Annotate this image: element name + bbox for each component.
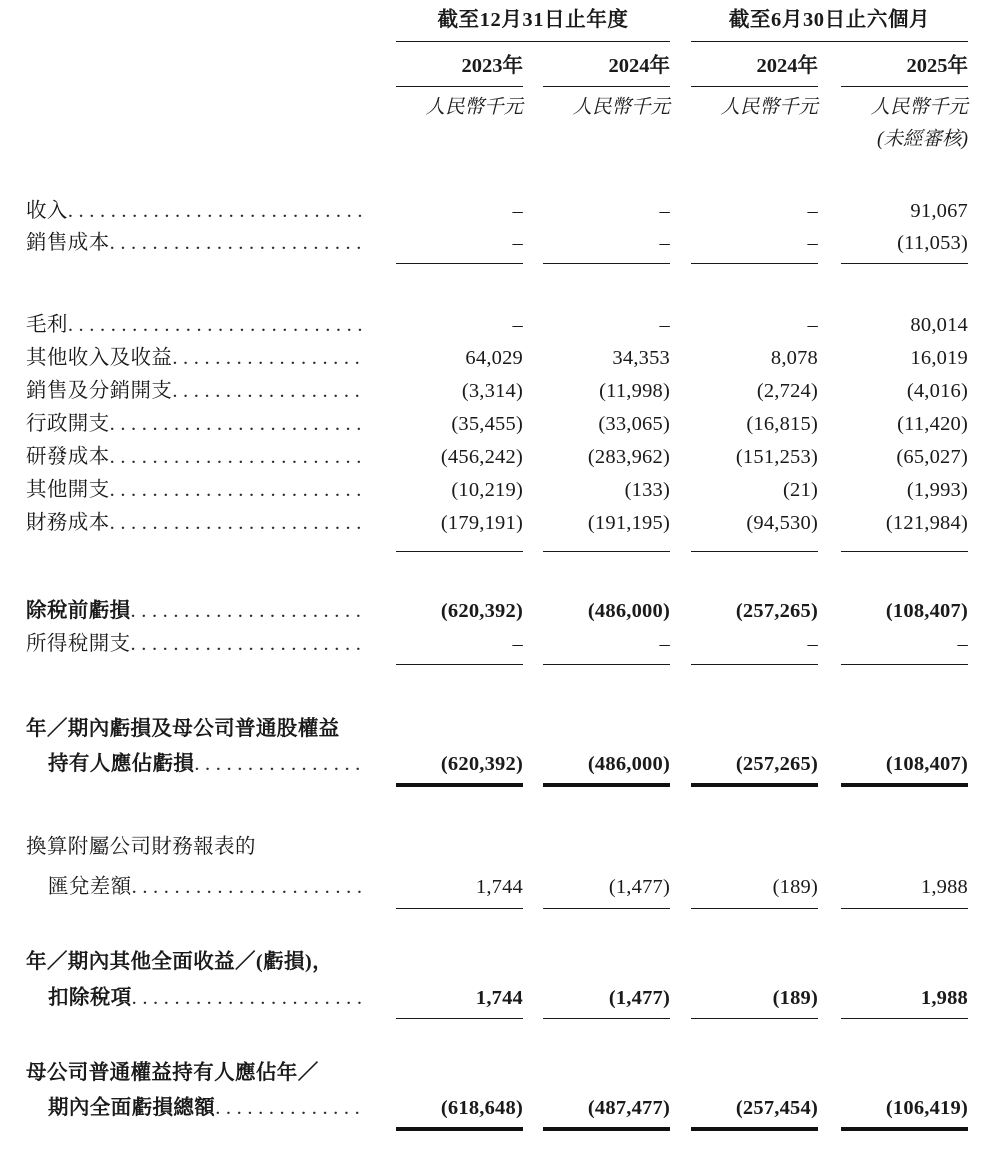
row-value: (121,984) bbox=[885, 512, 968, 534]
row-label-line-1: 年／期內其他全面收益／(虧損)， bbox=[26, 951, 334, 973]
header-rule-col-3 bbox=[841, 86, 968, 87]
row-label-line-2: 持有人應佔虧損................ bbox=[48, 749, 394, 779]
header-unit-col-1: 人民幣千元 bbox=[572, 97, 670, 118]
header-unit-col-0: 人民幣千元 bbox=[425, 97, 523, 118]
row-value: (257,265) bbox=[735, 753, 818, 775]
row-label: 毛利............................ bbox=[26, 310, 372, 340]
header-rule-interim bbox=[691, 41, 968, 42]
dot-leader: ........................ bbox=[109, 446, 368, 468]
row-value: – bbox=[512, 633, 523, 655]
row-label-line-2: 匯兌差額...................... bbox=[48, 872, 394, 902]
dot-leader: ...................... bbox=[130, 600, 367, 622]
row-value: 64,029 bbox=[465, 347, 523, 369]
row-label-line-1: 母公司普通權益持有人應佔年／ bbox=[26, 1062, 319, 1084]
row-value: 34,353 bbox=[612, 347, 670, 369]
dot-leader: ........................ bbox=[109, 413, 368, 435]
row-label-line-1: 年／期內虧損及母公司普通股權益 bbox=[26, 718, 340, 740]
row-value: – bbox=[512, 232, 523, 254]
row-value: 80,014 bbox=[910, 314, 968, 336]
subtotal-rule bbox=[841, 1018, 968, 1019]
subtotal-rule bbox=[543, 664, 670, 665]
row-value: (16,815) bbox=[746, 413, 818, 435]
row-value: 1,744 bbox=[475, 876, 523, 898]
row-value: – bbox=[512, 200, 523, 222]
grand-total-rule bbox=[841, 783, 968, 787]
row-value: (11,420) bbox=[897, 413, 968, 435]
dot-leader: .................. bbox=[172, 347, 366, 369]
row-value: (620,392) bbox=[440, 753, 523, 775]
row-value: (179,191) bbox=[440, 512, 523, 534]
row-value: – bbox=[807, 200, 818, 222]
row-value: 1,988 bbox=[920, 987, 968, 1009]
subtotal-rule bbox=[691, 664, 818, 665]
row-label-line-2: 扣除稅項...................... bbox=[48, 983, 394, 1013]
dot-leader: ...................... bbox=[130, 633, 367, 655]
row-label-line-2: 期內全面虧損總額.............. bbox=[48, 1093, 394, 1123]
row-value: (2,724) bbox=[756, 380, 818, 402]
row-value: (486,000) bbox=[587, 600, 670, 622]
row-value: – bbox=[807, 314, 818, 336]
row-value: (283,962) bbox=[587, 446, 670, 468]
row-label: 銷售成本........................ bbox=[26, 228, 372, 258]
subtotal-rule bbox=[841, 263, 968, 264]
row-label: 財務成本........................ bbox=[26, 508, 372, 538]
header-group-annual: 截至12月31日止年度 bbox=[437, 9, 629, 31]
header-rule-col-0 bbox=[396, 86, 523, 87]
row-value: (456,242) bbox=[440, 446, 523, 468]
row-value: (191,195) bbox=[587, 512, 670, 534]
grand-total-rule bbox=[841, 1127, 968, 1131]
row-value: – bbox=[659, 633, 670, 655]
subtotal-rule bbox=[396, 908, 523, 909]
subtotal-rule bbox=[396, 263, 523, 264]
row-value: (486,000) bbox=[587, 753, 670, 775]
row-value: (65,027) bbox=[896, 446, 968, 468]
row-value: (133) bbox=[624, 479, 670, 501]
header-group-interim: 截至6月30日止六個月 bbox=[728, 9, 931, 31]
row-value: – bbox=[807, 232, 818, 254]
row-label-line-1: 換算附屬公司財務報表的 bbox=[26, 836, 256, 858]
row-label: 行政開支........................ bbox=[26, 409, 372, 439]
dot-leader: ........................ bbox=[109, 512, 368, 534]
row-value: (106,419) bbox=[885, 1097, 968, 1119]
row-value: – bbox=[512, 314, 523, 336]
dot-leader: ............................ bbox=[67, 200, 369, 222]
subtotal-rule bbox=[841, 908, 968, 909]
subtotal-rule bbox=[396, 551, 523, 552]
dot-leader: ........................ bbox=[109, 232, 368, 254]
row-value: (257,265) bbox=[735, 600, 818, 622]
row-value: (11,053) bbox=[897, 232, 968, 254]
subtotal-rule bbox=[543, 1018, 670, 1019]
row-value: – bbox=[659, 232, 670, 254]
row-value: (189) bbox=[772, 987, 818, 1009]
subtotal-rule bbox=[841, 551, 968, 552]
grand-total-rule bbox=[691, 783, 818, 787]
row-value: (35,455) bbox=[451, 413, 523, 435]
subtotal-rule bbox=[543, 908, 670, 909]
subtotal-rule bbox=[691, 263, 818, 264]
row-value: (1,477) bbox=[608, 876, 670, 898]
dot-leader: ...................... bbox=[131, 987, 368, 1009]
row-value: (3,314) bbox=[461, 380, 523, 402]
row-label: 所得稅開支...................... bbox=[26, 629, 372, 659]
row-value: 1,744 bbox=[475, 987, 523, 1009]
header-unit-col-3: 人民幣千元 bbox=[870, 97, 968, 118]
row-value: (108,407) bbox=[885, 753, 968, 775]
row-label: 除稅前虧損...................... bbox=[26, 596, 372, 626]
row-value: (189) bbox=[772, 876, 818, 898]
row-value: (1,477) bbox=[608, 987, 670, 1009]
subtotal-rule bbox=[396, 1018, 523, 1019]
row-value: 1,988 bbox=[920, 876, 968, 898]
row-value: (487,477) bbox=[587, 1097, 670, 1119]
dot-leader: ................ bbox=[194, 753, 366, 775]
row-value: (94,530) bbox=[746, 512, 818, 534]
grand-total-rule bbox=[396, 783, 523, 787]
subtotal-rule bbox=[543, 263, 670, 264]
grand-total-rule bbox=[396, 1127, 523, 1131]
subtotal-rule bbox=[543, 551, 670, 552]
header-year-2023: 2023年 bbox=[461, 55, 523, 77]
grand-total-rule bbox=[691, 1127, 818, 1131]
row-value: (33,065) bbox=[598, 413, 670, 435]
header-unit-col-2: 人民幣千元 bbox=[720, 97, 818, 118]
row-value: (108,407) bbox=[885, 600, 968, 622]
row-value: 16,019 bbox=[910, 347, 968, 369]
subtotal-rule bbox=[396, 664, 523, 665]
row-value: (257,454) bbox=[735, 1097, 818, 1119]
row-label: 其他收入及收益.................. bbox=[26, 343, 372, 373]
dot-leader: ............................ bbox=[67, 314, 369, 336]
subtotal-rule bbox=[691, 551, 818, 552]
row-value: 8,078 bbox=[770, 347, 818, 369]
row-value: (1,993) bbox=[906, 479, 968, 501]
row-label: 研發成本........................ bbox=[26, 442, 372, 472]
row-value: – bbox=[807, 633, 818, 655]
row-value: (4,016) bbox=[906, 380, 968, 402]
grand-total-rule bbox=[543, 783, 670, 787]
dot-leader: ........................ bbox=[109, 479, 368, 501]
header-rule-col-1 bbox=[543, 86, 670, 87]
row-value: (620,392) bbox=[440, 600, 523, 622]
row-value: – bbox=[957, 633, 968, 655]
header-year-2024-annual: 2024年 bbox=[608, 55, 670, 77]
dot-leader: .................. bbox=[172, 380, 366, 402]
subtotal-rule bbox=[841, 664, 968, 665]
row-label: 銷售及分銷開支.................. bbox=[26, 376, 372, 406]
header-unaudited-note: (未經審核) bbox=[877, 129, 968, 150]
row-label: 收入............................ bbox=[26, 196, 372, 226]
dot-leader: .............. bbox=[215, 1097, 366, 1119]
row-value: – bbox=[659, 314, 670, 336]
subtotal-rule bbox=[691, 1018, 818, 1019]
row-label: 其他開支........................ bbox=[26, 475, 372, 505]
header-year-2024-interim: 2024年 bbox=[756, 55, 818, 77]
row-value: (151,253) bbox=[735, 446, 818, 468]
header-rule-annual bbox=[396, 41, 670, 42]
row-value: (618,648) bbox=[440, 1097, 523, 1119]
header-rule-col-2 bbox=[691, 86, 818, 87]
row-value: – bbox=[659, 200, 670, 222]
row-value: (11,998) bbox=[599, 380, 670, 402]
subtotal-rule bbox=[691, 908, 818, 909]
row-value: (10,219) bbox=[451, 479, 523, 501]
row-value: 91,067 bbox=[910, 200, 968, 222]
row-value: (21) bbox=[783, 479, 818, 501]
dot-leader: ...................... bbox=[131, 876, 368, 898]
grand-total-rule bbox=[543, 1127, 670, 1131]
header-year-2025-interim: 2025年 bbox=[906, 55, 968, 77]
